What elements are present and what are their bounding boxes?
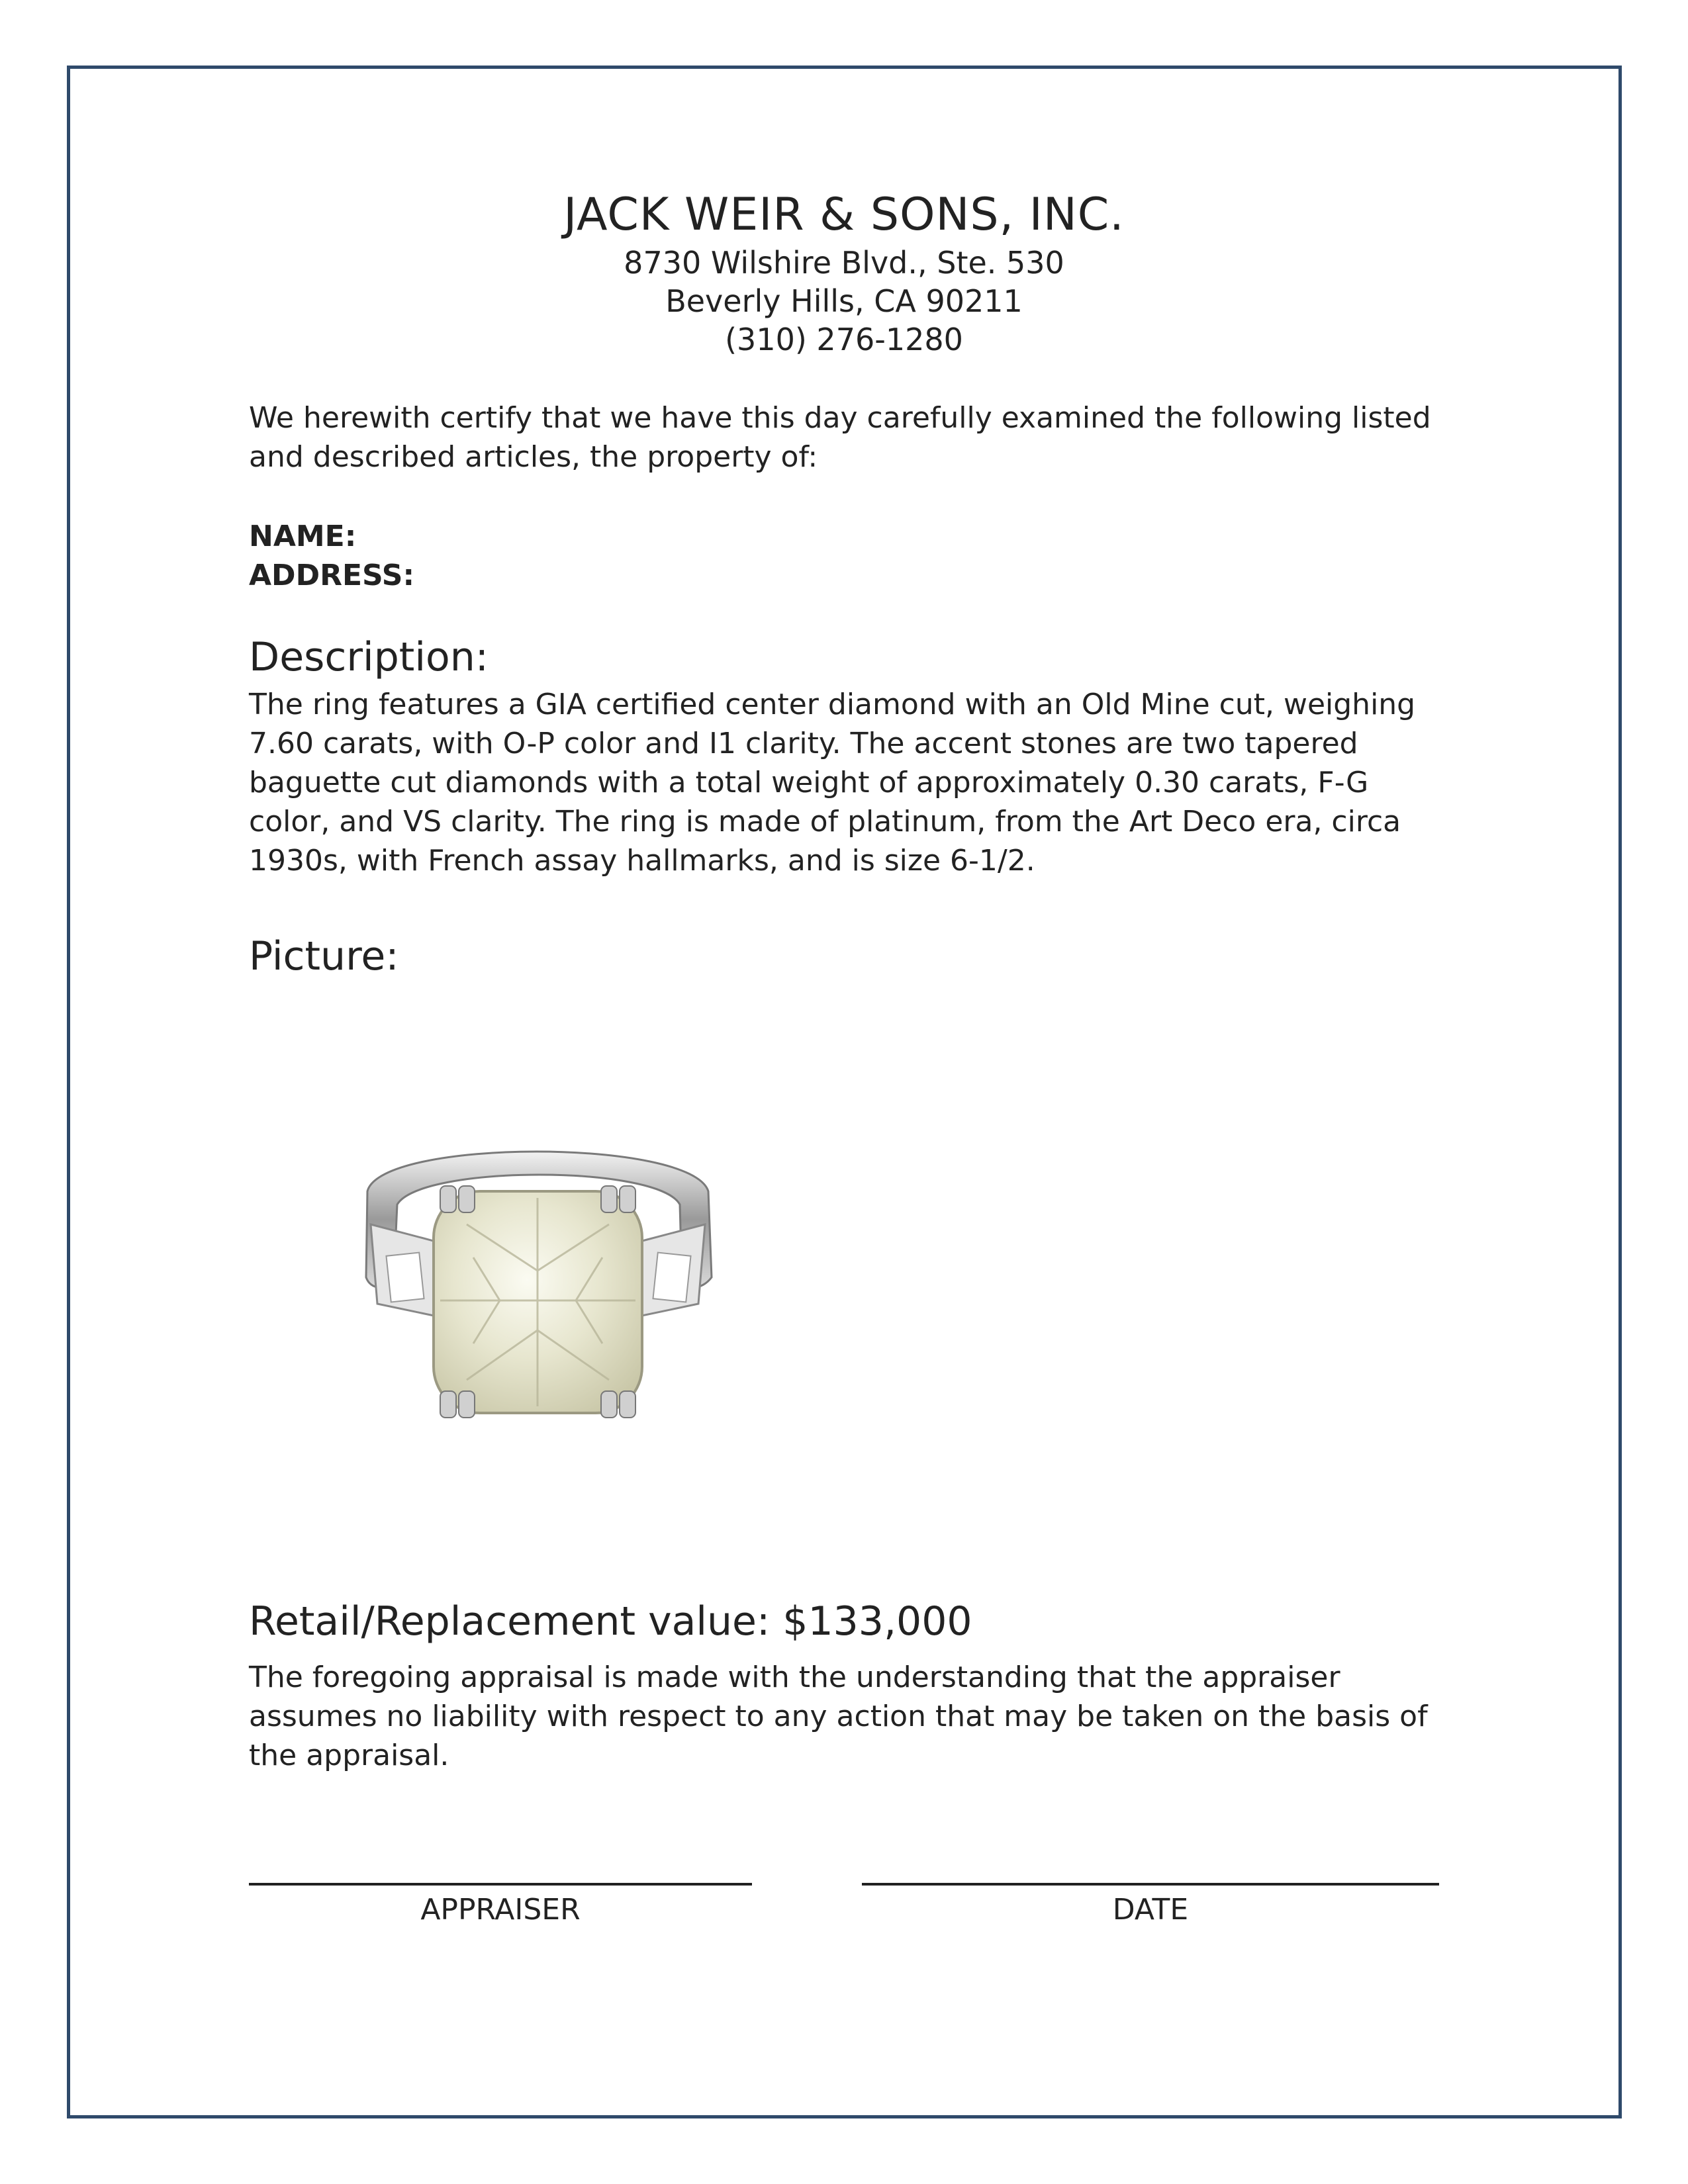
certification-intro: We herewith certify that we have this day carefully examined the following listed and described articles, the property of: bbox=[249, 401, 1431, 474]
address-line-1: 8730 Wilshire Blvd., Ste. 530 bbox=[624, 245, 1064, 281]
picture-heading: Picture: bbox=[249, 933, 399, 979]
phone-number: (310) 276-1280 bbox=[725, 322, 963, 357]
appraisal-disclaimer: The foregoing appraisal is made with the understanding that the appraiser assumes no liability with respect to any action that may be taken on the basis of the appraisal. bbox=[249, 1661, 1428, 1772]
company-name: JACK WEIR & SONS, INC. bbox=[563, 189, 1125, 241]
address-line-2: Beverly Hills, CA 90211 bbox=[665, 283, 1023, 319]
valuation-line bbox=[249, 1598, 972, 1645]
owner-address-label: ADDRESS: bbox=[249, 559, 415, 592]
owner-name-label: NAME: bbox=[249, 520, 357, 553]
valuation-label: Retail/Replacement value: bbox=[249, 1598, 771, 1645]
ring-photo bbox=[341, 1125, 735, 1443]
date-signature-line bbox=[862, 1883, 1439, 1886]
appraiser-signature-line bbox=[249, 1883, 752, 1886]
valuation-amount: $133,000 bbox=[782, 1598, 972, 1645]
description-heading: Description: bbox=[249, 634, 489, 680]
date-label: DATE bbox=[1112, 1893, 1189, 1927]
page-border bbox=[67, 66, 1622, 2118]
description-body: The ring features a GIA certified center diamond with an Old Mine cut, weighing 7.60 carats, with O-P color and I1 clarity. The accent stones are two tapered baguette cut diamonds with a total weight of approximately 0.30 carats, F-G color, and VS clarity. The ring is made of platinum, from the Art Deco era, circa 1930s, with French assay hallmarks, and is size 6-1/2. bbox=[249, 688, 1416, 878]
left-baguette bbox=[386, 1253, 424, 1302]
appraiser-label: APPRAISER bbox=[420, 1893, 581, 1927]
right-baguette bbox=[653, 1253, 690, 1302]
